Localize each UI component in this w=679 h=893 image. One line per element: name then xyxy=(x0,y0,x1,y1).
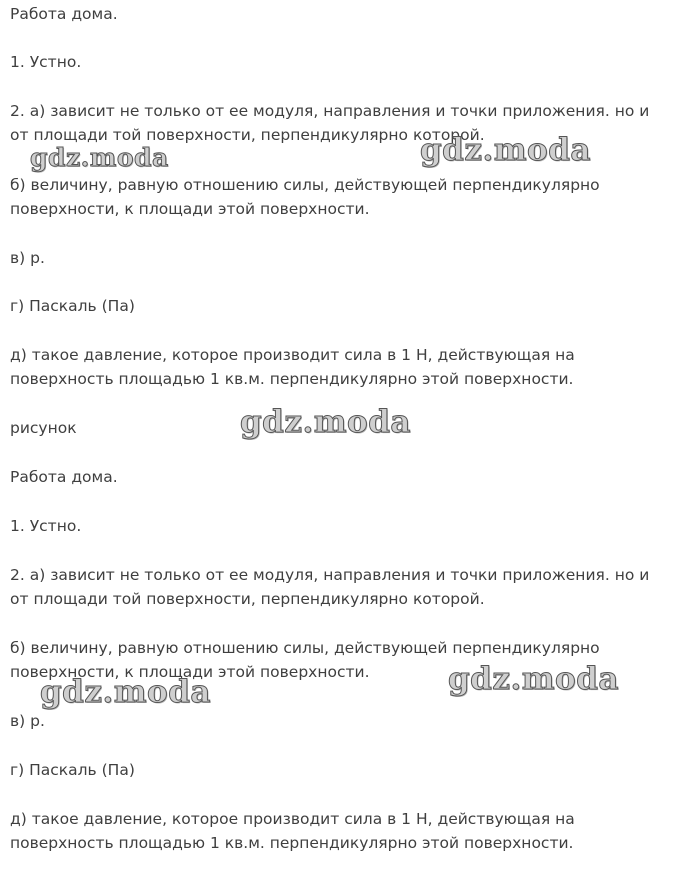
paragraph-item-1-repeat: 1. Устно. xyxy=(10,517,82,535)
paragraph-item-2g: г) Паскаль (Па) xyxy=(10,297,135,315)
paragraph-item-2d: д) такое давление, которое производит сила в 1 Н, действующая на поверхность площадью 1 кв.м. перпендикулярно этой поверхности. xyxy=(10,346,575,388)
paragraph-item-1: 1. Устно. xyxy=(10,53,82,71)
paragraph-heading-repeat: Работа дома. xyxy=(10,468,118,486)
watermark-logo: gdz.moda xyxy=(30,143,169,172)
paragraph-item-2g-repeat: г) Паскаль (Па) xyxy=(10,761,135,779)
paragraph-item-2v: в) р. xyxy=(10,249,45,267)
figure-caption: рисунок xyxy=(10,419,77,437)
paragraph-item-2a-repeat: 2. а) зависит не только от ее модуля, направления и точки приложения. но и от площади той поверхности, перпендикулярно которой. xyxy=(10,566,650,608)
watermark-logo: gdz.moda xyxy=(420,132,591,168)
watermark-logo: gdz.moda xyxy=(240,404,411,440)
paragraph-item-2v-repeat: в) р. xyxy=(10,712,45,730)
watermark-logo: gdz.moda xyxy=(448,661,619,697)
paragraph-item-2a: 2. а) зависит не только от ее модуля, направления и точки приложения. но и от площади той поверхности, перпендикулярно которой. xyxy=(10,102,650,144)
watermark-logo: gdz.moda xyxy=(40,674,211,710)
paragraph-item-2d-repeat: д) такое давление, которое производит сила в 1 Н, действующая на поверхность площадью 1 кв.м. перпендикулярно этой поверхности. xyxy=(10,810,575,852)
paragraph-item-2b-repeat: б) величину, равную отношению силы, действующей перпендикулярно поверхности, к площади этой поверхности. xyxy=(10,639,600,681)
paragraph-item-2b: б) величину, равную отношению силы, действующей перпендикулярно поверхности, к площади этой поверхности. xyxy=(10,176,600,218)
paragraph-heading: Работа дома. xyxy=(10,5,118,23)
